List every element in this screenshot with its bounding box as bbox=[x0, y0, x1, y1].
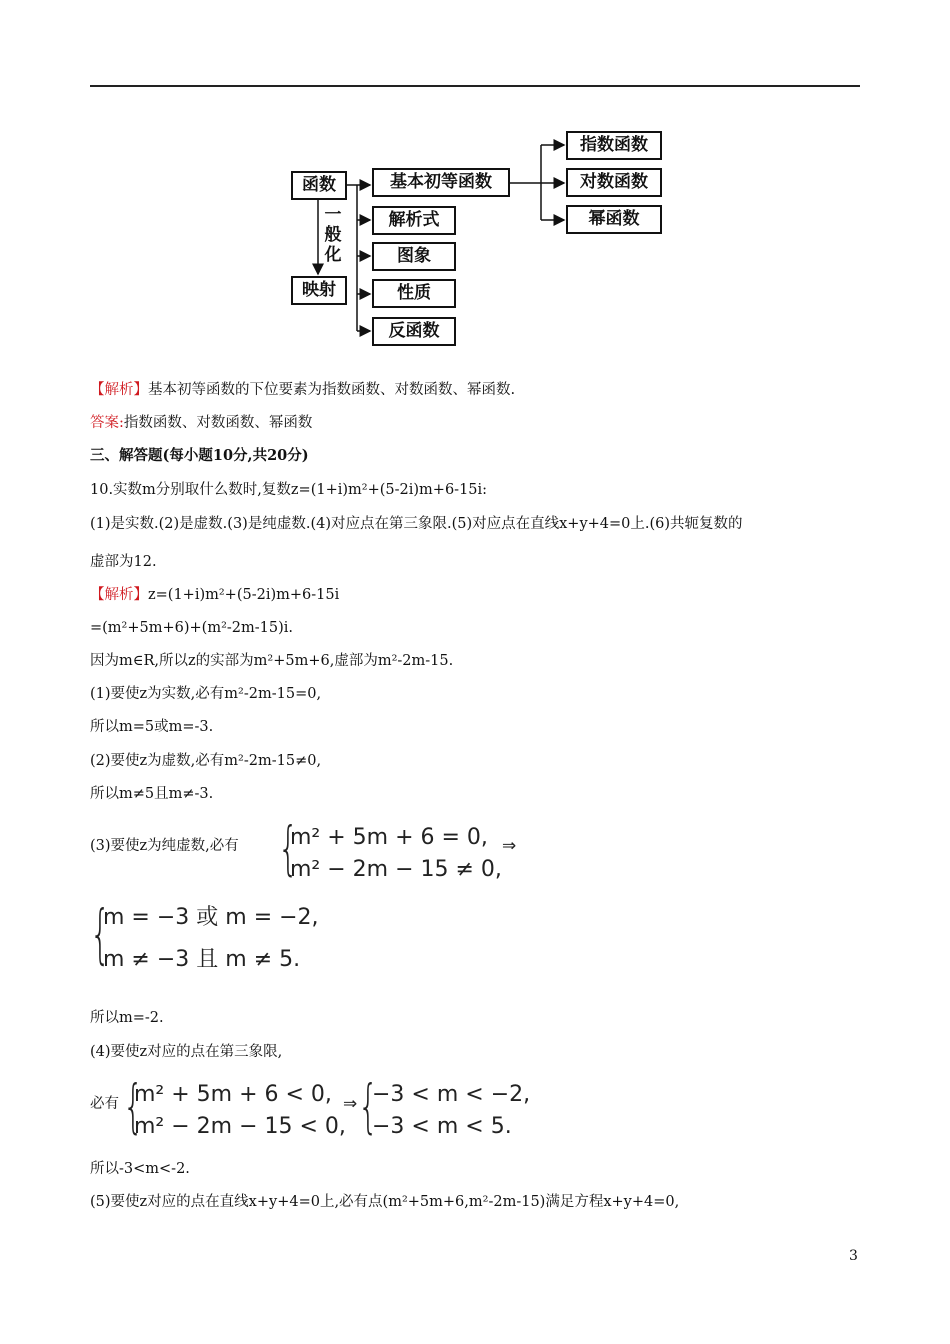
box-property: 性质 bbox=[372, 279, 456, 308]
sys3b-row-1: m = −3 或 m = −2, bbox=[103, 905, 319, 930]
box-logarithmic: 对数函数 bbox=[566, 168, 662, 197]
sys4b-row-2: −3 < m < 5. bbox=[372, 1114, 512, 1139]
box-exponential: 指数函数 bbox=[566, 131, 662, 160]
analysis-2-line-2: =(m²+5m+6)+(m²-2m-15)i. bbox=[90, 620, 294, 636]
brace-3a: { bbox=[278, 814, 299, 882]
box-inverse: 反函数 bbox=[372, 317, 456, 346]
analysis-2-line-11: 必有 bbox=[90, 1096, 119, 1112]
implies-3: ⇒ bbox=[502, 836, 517, 856]
analysis-2-line-5: 所以m=5或m=-3. bbox=[90, 719, 214, 735]
question-10-line-2: (1)是实数.(2)是虚数.(3)是纯虚数.(4)对应点在第三象限.(5)对应点在直线x+y+4=0上.(6)共轭复数的 bbox=[90, 516, 743, 532]
sys3a-row-2: m² − 2m − 15 ≠ 0, bbox=[290, 857, 502, 882]
question-10-line-3: 虚部为12. bbox=[90, 554, 157, 570]
analysis-2-line-4: (1)要使z为实数,必有m²-2m-15=0, bbox=[90, 686, 322, 702]
analysis-2-line-8: (3)要使z为纯虚数,必有 bbox=[90, 838, 239, 854]
implies-4: ⇒ bbox=[343, 1094, 358, 1114]
brace-4b: { bbox=[358, 1072, 379, 1140]
sys3b-row-2: m ≠ −3 且 m ≠ 5. bbox=[103, 947, 301, 972]
question-10-line-1: 10.实数m分别取什么数时,复数z=(1+i)m²+(5-2i)m+6-15i: bbox=[90, 482, 488, 498]
sys3a-row-1: m² + 5m + 6 = 0, bbox=[290, 825, 488, 850]
analysis-2-line-3: 因为m∈R,所以z的实部为m²+5m+6,虚部为m²-2m-15. bbox=[90, 653, 454, 669]
section-heading: 三、解答题(每小题10分,共20分) bbox=[90, 447, 309, 464]
analysis-2-line-9: 所以m=-2. bbox=[90, 1010, 164, 1026]
analysis-2-line-12: 所以-3<m<-2. bbox=[90, 1161, 190, 1177]
box-basic-elementary: 基本初等函数 bbox=[372, 168, 510, 197]
analysis-2-line-7: 所以m≠5且m≠-3. bbox=[90, 786, 214, 802]
analysis-2-line-10: (4)要使z对应的点在第三象限, bbox=[90, 1044, 283, 1060]
brace-3b: { bbox=[90, 898, 111, 972]
answer-1: 答案:指数函数、对数函数、幂函数 bbox=[90, 415, 313, 431]
analysis-2-line-13: (5)要使z对应的点在直线x+y+4=0上,必有点(m²+5m+6,m²-2m-15)满足方程x+y+4=0, bbox=[90, 1194, 680, 1210]
sys4a-row-2: m² − 2m − 15 < 0, bbox=[134, 1114, 346, 1139]
sys4a-row-1: m² + 5m + 6 < 0, bbox=[134, 1082, 332, 1107]
analysis-2-line-6: (2)要使z为虚数,必有m²-2m-15≠0, bbox=[90, 753, 322, 769]
box-power: 幂函数 bbox=[566, 205, 662, 234]
generalize-label: 一 般 化 bbox=[324, 205, 342, 265]
box-graph: 图象 bbox=[372, 242, 456, 271]
page-number: 3 bbox=[849, 1248, 858, 1264]
sys4b-row-1: −3 < m < −2, bbox=[372, 1082, 531, 1107]
box-function: 函数 bbox=[291, 171, 347, 200]
analysis-2-start: 【解析】z=(1+i)m²+(5-2i)m+6-15i bbox=[90, 587, 340, 603]
analysis-1: 【解析】基本初等函数的下位要素为指数函数、对数函数、幂函数. bbox=[90, 382, 516, 398]
brace-4a: { bbox=[123, 1072, 144, 1140]
box-analytic: 解析式 bbox=[372, 206, 456, 235]
box-mapping: 映射 bbox=[291, 276, 347, 305]
